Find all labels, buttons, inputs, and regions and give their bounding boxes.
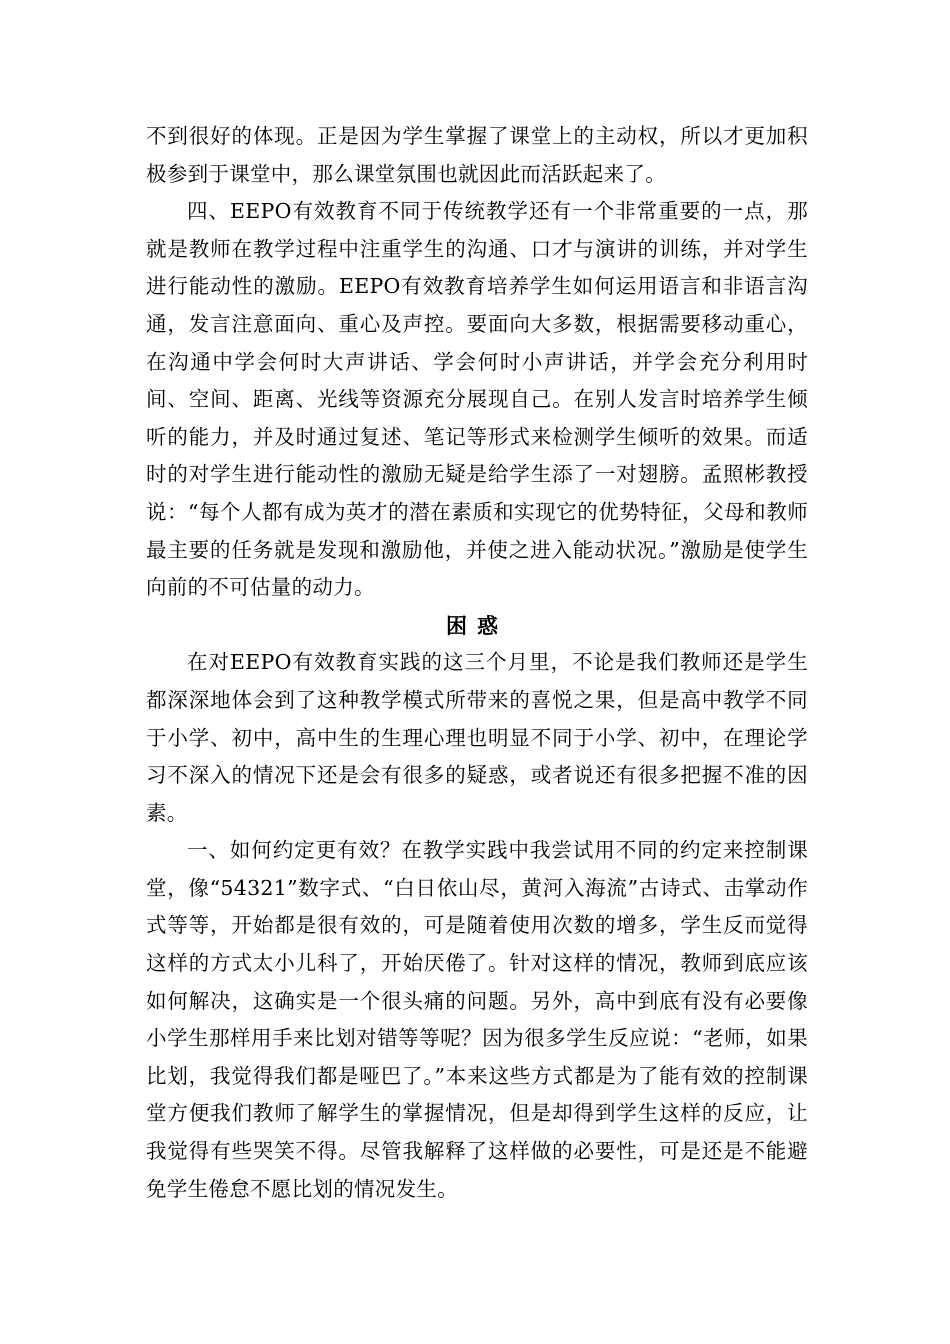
paragraph-continuation: 不到很好的体现。正是因为学生掌握了课堂上的主动权，所以才更加积极参到于课堂中，那么课堂氛围也就因此而活跃起来了。 <box>146 124 808 186</box>
paragraph-confusion-intro: 在对EEPO有效教育实践的这三个月里，不论是我们教师还是学生都深深地体会到了这种教学模式所带来的喜悦之果，但是高中教学不同于小学、初中，高中生的生理心理也明显不同于小学、初中，在理论学习不深入的情况下还是会有很多的疑惑，或者说还有很多把握不准的因素。 <box>146 650 808 825</box>
paragraph-point-four: 四、EEPO有效教育不同于传统教学还有一个非常重要的一点，那就是教师在教学过程中注重学生的沟通、口才与演讲的训练，并对学生进行能动性的激励。EEPO有效教育培养学生如何运用语言和非语言沟通，发言注意面向、重心及声控。要面向大多数，根据需要移动重心，在沟通中学会何时大声讲话、学会何时小声讲话，并学会充分利用时间、空间、距离、光线等资源充分展现自己。在别人发言时培养学生倾听的能力，并及时通过复述、笔记等形式来检测学生倾听的效果。而适时的对学生进行能动性的激励无疑是给学生添了一对翅膀。孟照彬教授说：“每个人都有成为英才的潜在素质和实现它的优势特征，父母和教师最主要的任务就是发现和激励他，并使之进入能动状况。”激励是使学生向前的不可估量的动力。 <box>146 199 808 600</box>
section-heading: 困惑 <box>446 612 508 638</box>
document-page <box>146 118 808 1208</box>
paragraph-point-one: 一、如何约定更有效？在教学实践中我尝试用不同的约定来控制课堂，像“54321”数字式、“白日依山尽，黄河入海流”古诗式、击掌动作式等等，开始都是很有效的，可是随着使用次数的增多，学生反而觉得这样的方式太小儿科了，开始厌倦了。针对这样的情况，教师到底应该如何解决，这确实是一个很头痛的问题。另外，高中到底有没有必要像小学生那样用手来比划对错等等呢？因为很多学生反应说：“老师，如果比划，我觉得我们都是哑巴了。”本来这些方式都是为了能有效的控制课堂方便我们教师了解学生的掌握情况，但是却得到学生这样的反应，让我觉得有些哭笑不得。尽管我解释了这样做的必要性，可是还是不能避免学生倦怠不愿比划的情况发生。 <box>146 838 808 1201</box>
